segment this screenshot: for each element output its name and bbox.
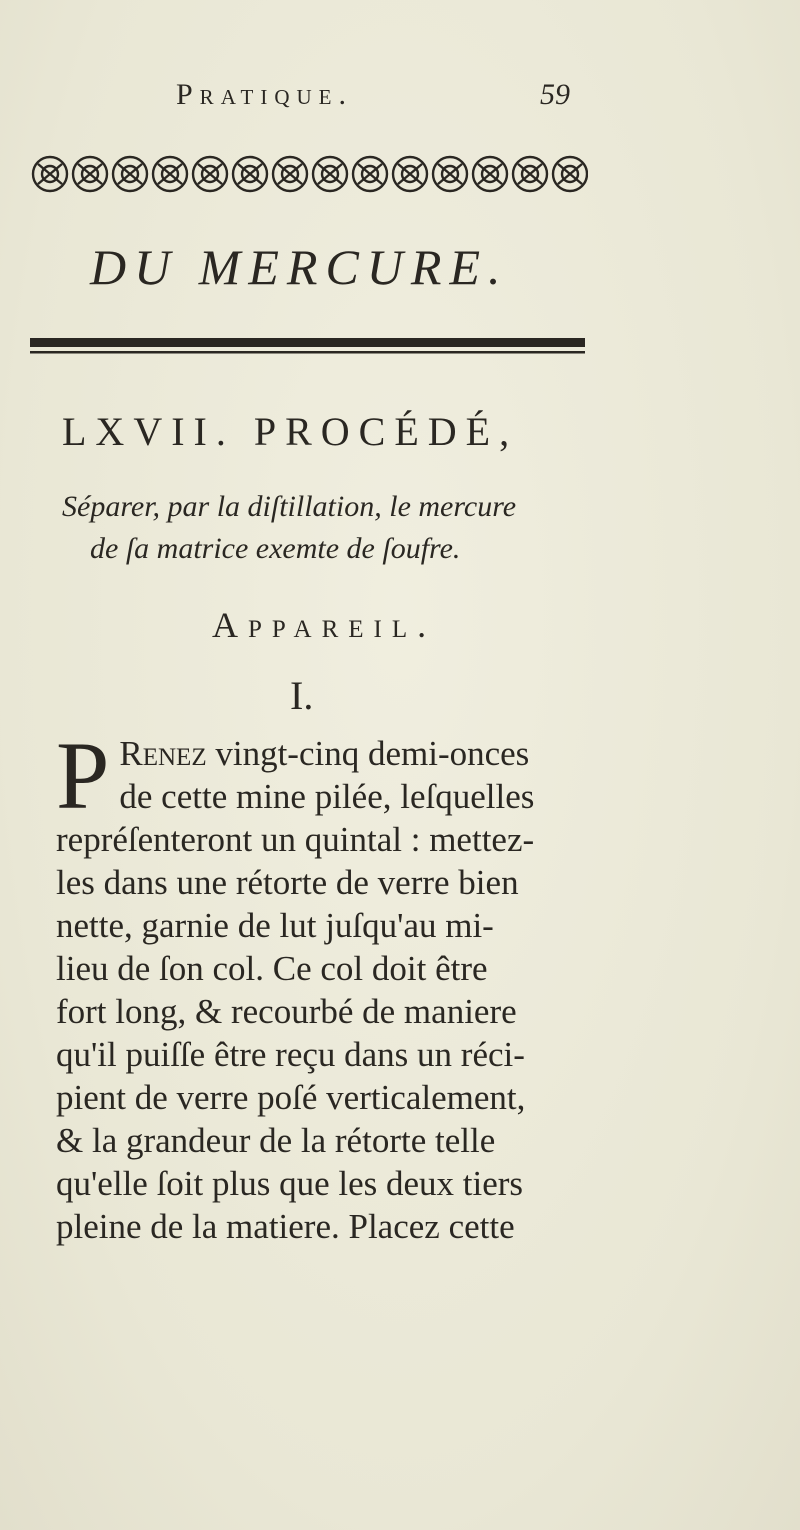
text-line: qu'il puiſſe être reçu dans un réci- — [56, 1035, 525, 1074]
first-word: Renez — [119, 734, 207, 773]
subtitle-line: de ſa matrice exemte de ſoufre. — [90, 532, 461, 565]
page-number: 59 — [540, 78, 570, 111]
text-line: qu'elle ſoit plus que les deux tiers — [56, 1164, 524, 1203]
chapter-title: DU MERCURE. — [90, 239, 509, 295]
text-line: fort long, & recourbé de maniere — [56, 992, 517, 1031]
text-line: & la grandeur de la rétorte telle — [56, 1121, 496, 1160]
running-head — [0, 78, 800, 118]
text-line: les dans une rétorte de verre bien — [56, 863, 519, 902]
text-line: repréſenteront un quintal : mettez- — [56, 820, 535, 859]
running-title: Pratique. — [176, 78, 354, 111]
procedure-title: LXVII. PROCÉDÉ, — [62, 409, 519, 454]
section-numeral: I. — [290, 673, 314, 718]
double-rule-divider — [30, 336, 585, 358]
decorative-ornament-band — [28, 150, 588, 198]
procedure-subtitle — [62, 486, 762, 570]
text-line: nette, garnie de lut juſqu'au mi- — [56, 906, 494, 945]
drop-cap: P — [56, 722, 110, 829]
text-line: pleine de la matiere. Placez cette — [56, 1207, 515, 1246]
text-line: lieu de ſon col. Ce col doit être — [56, 949, 488, 988]
text-line: pient de verre poſé verticalement, — [56, 1078, 526, 1117]
line-rest: vingt-cinq demi-onces — [206, 734, 530, 773]
subtitle-line: Séparer, par la diſtillation, le mercure — [62, 490, 517, 523]
body-paragraph — [56, 722, 616, 1248]
section-heading: Appareil. — [212, 605, 437, 645]
text-line: de cette mine pilée, leſquelles — [119, 777, 535, 816]
text-line — [56, 732, 616, 775]
